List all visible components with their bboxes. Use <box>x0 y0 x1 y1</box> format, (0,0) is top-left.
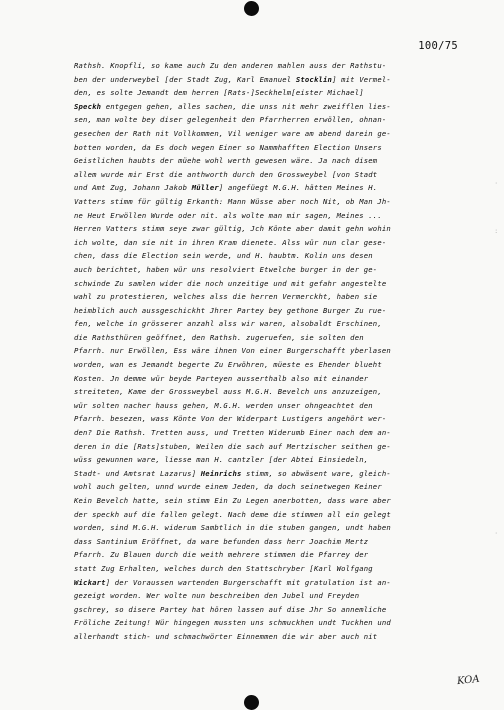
text-line: Vatters stimm für gültig Erkanth: Mann Wüsse aber noch Nit, ob Man Jh- <box>74 196 391 206</box>
punch-hole-bottom <box>244 695 259 710</box>
text-line: sen, man wolte bey diser gelegenheit den Pfarrherren erwöllen, ohnan- <box>74 115 387 125</box>
text-line: Fröliche Zeitung! Wür hingegen mussten uns schmuckhen undt Tuckhen und <box>74 618 391 628</box>
text-line: botten worden, da Es doch wegen Einer so Nammhafften Election Unsers <box>74 142 382 152</box>
text-line: gesechen der Rath nit Vollkommen, Vil weniger ware am abend darein ge- <box>74 128 391 138</box>
text-line: allerhandt stich- und schmachwörter Einnemmen die wir aber auch nit <box>74 631 378 641</box>
text-line: Rathsh. Knopfli, so kame auch Zu den anderen mahlen auss der Rathstu- <box>74 61 387 70</box>
text-line: heimblich auch aussgeschickht Jhrer Partey bey gethone Burger Zu rue- <box>74 305 387 315</box>
text-line: fen, welche in grösserer anzahl alss wir waren, alsobaldt Erschinen, <box>74 319 382 329</box>
text-line: Wickart] der Voraussen wartenden Burgerschafft mit gratulation ist an- <box>74 577 391 587</box>
margin-mark: · <box>494 530 498 537</box>
text-line: chen, dass die Election sein werde, und H. haubtm. Kolin uns desen <box>74 251 373 261</box>
text-line: Stadt- und Amtsrat Lazarus] Heinrichs stimm, so abwäsent ware, gleich- <box>74 468 391 478</box>
text-line: Kein Bevelch hatte, sein stimm Ein Zu Legen anerbotten, dass ware aber <box>74 496 391 505</box>
text-line: wüss gewunnen ware, liesse man H. cantzler [der Abtei Einsiedeln, <box>74 455 369 465</box>
text-line: Pfarrh. nur Erwöllen, Ess wäre ihnen Von einer Burgerschafft yberlasen <box>74 346 391 356</box>
text-line: Speckh entgegen gehen, alles sachen, die unss nit mehr zweifflen lies- <box>74 101 391 111</box>
text-line: ich wolte, dan sie nit in ihren Kram dienete. Alss wür nun clar gese- <box>74 237 387 247</box>
punch-hole-top <box>244 1 259 16</box>
text-line: gschrey, so disere Partey hat hören lassen auf dise Jhr So annemliche <box>74 604 387 614</box>
text-line: worden, sind M.G.H. widerum Sambtlich in die stuben gangen, undt haben <box>74 523 391 533</box>
text-line: ne Heut Erwöllen Wurde oder nit. als wolte man mir sagen, Meines ... <box>74 210 382 220</box>
text-line: ben der underweybel [der Stadt Zug, Karl Emanuel Stocklin] mit Vermel- <box>74 74 391 84</box>
text-line: die Rathsthüren geöffnet, den Rathsh. zugeruefen, sie solten den <box>74 332 364 342</box>
text-line: Herren Vatters stimm seye zwar gültig, Jch Könte aber damit gehn wohin <box>74 224 391 234</box>
text-line: statt Zug Erhalten, welches durch den Stattschryber [Karl Wolfgang <box>74 563 373 573</box>
bold-name: Heinrichs <box>200 468 242 478</box>
text-line: auch berichtet, haben wür uns resolviert Etwelche burger in der ge- <box>74 264 378 274</box>
margin-mark: · <box>494 180 498 187</box>
text-line: und Amt Zug, Johann Jakob Müller] angefüegt M.G.H. hätten Meines H. <box>74 183 378 193</box>
text-line: allem wurde mir Erst die anthworth durch den Grossweybel [von Stadt <box>74 169 378 179</box>
text-line: gezeigt worden. Wer wolte nun beschreiben den Jubel und Freyden <box>74 591 360 601</box>
text-line: der speckh auf die fallen gelegt. Nach deme die stimmen all ein gelegt <box>74 509 391 519</box>
text-line: wahl zu protestieren, welches alss die herren Vermerckht, haben sie <box>74 292 378 302</box>
text-line: den? Die Rathsh. Tretten auss, und Tretten Widerumb Einer nach dem an- <box>74 428 391 438</box>
bold-name: Müller <box>191 183 219 193</box>
bold-name: Stocklin <box>295 74 333 84</box>
text-line: schwinde Zu samlen wider die noch unzeitige und mit gefahr angestelte <box>74 278 387 288</box>
bold-name: Speckh <box>74 101 102 111</box>
document-body <box>74 59 474 644</box>
text-line: wohl auch gelten, unnd wurde einem Jeden, da doch seinetwegen Keiner <box>74 482 382 492</box>
text-line: Kosten. Jn demme wür beyde Parteyen ausserthalb also mit einander <box>74 373 369 383</box>
text-line: deren in die [Rats]stuben, Weilen die sach auf Mertzischer seithen ge- <box>74 441 391 451</box>
text-line: wür solten nacher hauss gehen, M.G.H. werden unser ohngeachtet den <box>74 400 373 410</box>
bold-name: Wickart <box>74 577 106 587</box>
text-line: Pfarrh. Zu Blauen durch die weith mehrere stimmen die Pfarrey der <box>74 550 369 560</box>
text-line: dass Santinium Eröffnet, da ware befunden dass herr Joachim Mertz <box>74 536 369 546</box>
text-line: streiteten, Kame der Grossweybel auss M.G.H. Bevelch uns anzuzeigen, <box>74 387 382 397</box>
margin-mark: : <box>494 228 498 235</box>
page-number: 100/75 <box>418 40 458 52</box>
text-line: Geistlichen haubts der müehe wohl werth gewesen wäre. Ja nach disem <box>74 156 378 166</box>
text-line: worden, wan es Jemandt begerte Zu Erwöhren, müeste es Ehender blueht <box>74 360 382 370</box>
handwritten-initials: KOA <box>456 673 481 688</box>
text-line: den, es solte Jemandt dem herren [Rats-]Seckhelm[eister Michael] <box>74 88 364 98</box>
text-line: Pfarrh. besezen, wass Könte Von der Widerpart Lustigers angehört wer- <box>74 414 387 424</box>
